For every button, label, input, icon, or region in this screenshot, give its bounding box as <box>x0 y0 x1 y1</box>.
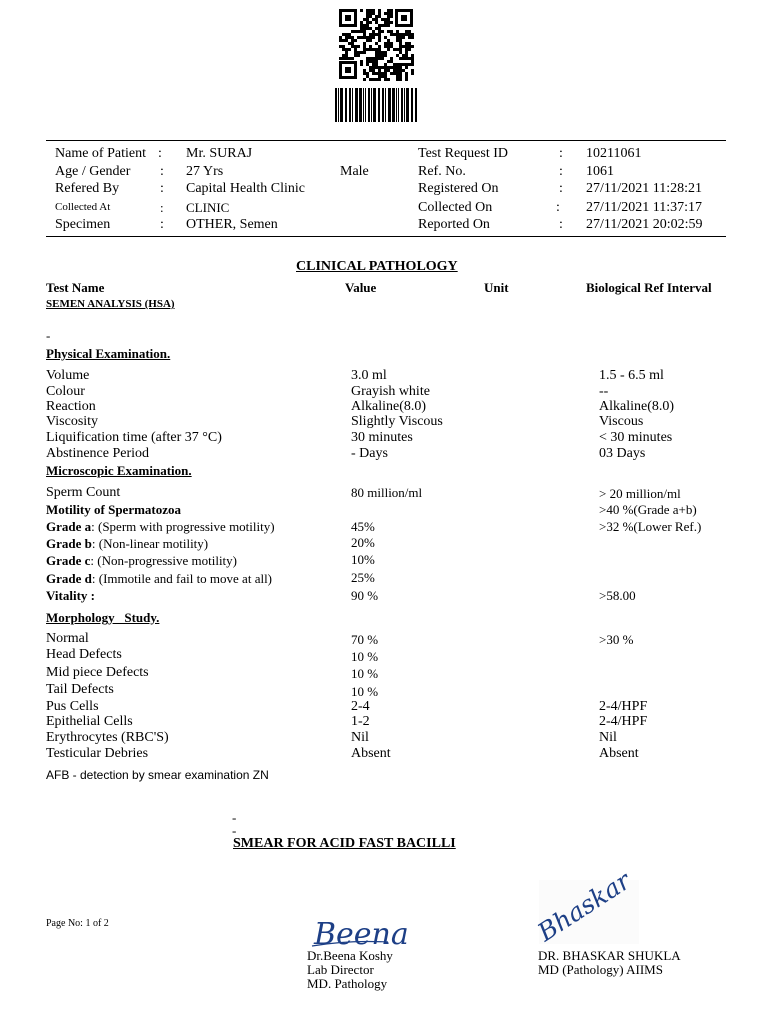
row-ref: Viscous <box>599 414 644 429</box>
age-value: 27 Yrs <box>186 164 224 179</box>
sperm-count-value: 80 million/ml <box>351 485 423 500</box>
grade-row: Grade b: (Non-linear motility) <box>46 536 209 551</box>
sig2-name: DR. BHASKAR SHUKLA <box>538 948 681 963</box>
row-value: 1-2 <box>351 714 370 729</box>
motility-name: Motility of Spermatozoa <box>46 502 182 517</box>
row-value: Nil <box>351 730 369 745</box>
signature-beena <box>308 904 409 954</box>
reported-value: 27/11/2021 20:02:59 <box>586 217 703 232</box>
vitality-name: Vitality : <box>46 588 95 603</box>
age-label: Age / Gender <box>55 164 131 179</box>
row-name: Normal <box>46 631 89 646</box>
gender-value: Male <box>340 164 369 179</box>
signature-text: Bhaskar <box>532 865 636 948</box>
row-name: Abstinence Period <box>46 446 150 461</box>
grade-value: 45% <box>351 519 375 534</box>
grade-row: Grade d: (Immotile and fail to move at all) <box>46 571 273 586</box>
dash: - <box>46 328 51 343</box>
collected-on-label: Collected On <box>418 200 493 215</box>
morphology-heading: Morphology Study. <box>46 610 160 625</box>
row-name: Viscosity <box>46 414 99 429</box>
ref-by-label: Refered By <box>55 181 120 196</box>
specimen-value: OTHER, Semen <box>186 217 278 232</box>
row-ref: 03 Days <box>599 446 646 461</box>
afb-note: AFB - detection by smear examination ZN <box>46 768 269 782</box>
grade-ref: >32 %(Lower Ref.) <box>599 519 702 534</box>
row-value: 2-4 <box>351 699 370 714</box>
signature-text: Beena <box>314 917 409 952</box>
row-name: Testicular Debries <box>46 746 149 761</box>
sig1-name: Dr.Beena Koshy <box>307 948 393 963</box>
test-title: SEMEN ANALYSIS (HSA) <box>46 298 175 310</box>
row-name: Colour <box>46 384 85 399</box>
row-name: Volume <box>46 368 90 383</box>
row-name: Pus Cells <box>46 699 99 714</box>
row-ref: 2-4/HPF <box>599 714 648 729</box>
registered-label: Registered On <box>418 181 499 196</box>
grade-value: 20% <box>351 535 375 550</box>
row-ref: -- <box>599 384 609 399</box>
dash: - <box>232 823 237 838</box>
row-ref: Nil <box>599 730 617 745</box>
row-value: - Days <box>351 446 388 461</box>
physical-heading: Physical Examination. <box>46 346 171 361</box>
colon: : <box>556 200 560 215</box>
row-ref: < 30 minutes <box>599 430 673 445</box>
row-value: 10 % <box>351 649 379 664</box>
row-name: Erythrocytes (RBC'S) <box>46 730 169 745</box>
sperm-count-name: Sperm Count <box>46 485 121 500</box>
vitality-ref: >58.00 <box>599 588 636 603</box>
motility-ref: >40 %(Grade a+b) <box>599 502 697 517</box>
signature-bhaskar <box>532 865 650 948</box>
specimen-label: Specimen <box>55 217 111 232</box>
row-name: Liquification time (after 37 °C) <box>46 430 222 445</box>
row-value: 70 % <box>351 632 379 647</box>
row-value: Grayish white <box>351 384 430 399</box>
row-ref: Absent <box>599 746 639 761</box>
collected-at-label: Collected At <box>55 201 111 213</box>
test-request-value: 10211061 <box>586 146 642 161</box>
row-value: 30 minutes <box>351 430 413 445</box>
test-request-label: Test Request ID <box>418 146 509 161</box>
row-name: Reaction <box>46 399 96 414</box>
department-title: CLINICAL PATHOLOGY <box>296 259 458 274</box>
row-name: Mid piece Defects <box>46 665 149 680</box>
vitality-value: 90 % <box>351 588 379 603</box>
registered-value: 27/11/2021 11:28:21 <box>586 181 703 196</box>
sig1-degree: MD. Pathology <box>307 976 388 991</box>
row-ref: 1.5 - 6.5 ml <box>599 368 664 383</box>
row-name: Head Defects <box>46 647 122 662</box>
grade-row: Grade c: (Non-progressive motility) <box>46 553 237 568</box>
row-value: Slightly Viscous <box>351 414 443 429</box>
col-value: Value <box>345 280 377 295</box>
col-ref-interval: Biological Ref Interval <box>586 280 712 295</box>
colon: : <box>559 181 563 196</box>
sig2-role: MD (Pathology) AIIMS <box>538 962 663 977</box>
colon: : <box>559 146 563 161</box>
microscopic-heading: Microscopic Examination. <box>46 463 192 478</box>
row-value: 10 % <box>351 666 379 681</box>
dash: - <box>232 810 237 825</box>
colon: : <box>160 181 164 196</box>
ref-no-label: Ref. No. <box>418 164 466 179</box>
grade-row: Grade a: (Sperm with progressive motility) <box>46 519 275 534</box>
row-value: 3.0 ml <box>351 368 387 383</box>
row-value: 10 % <box>351 684 379 699</box>
colon: : <box>160 200 164 215</box>
collected-on-value: 27/11/2021 11:37:17 <box>586 200 703 215</box>
smear-heading: SMEAR FOR ACID FAST BACILLI <box>233 836 456 851</box>
sperm-count-ref: > 20 million/ml <box>599 486 681 501</box>
colon: : <box>559 164 563 179</box>
qr-code <box>339 9 413 79</box>
col-test-name: Test Name <box>46 280 105 295</box>
colon: : <box>160 217 164 232</box>
row-ref: >30 % <box>599 632 634 647</box>
page-number: Page No: 1 of 2 <box>46 918 109 929</box>
colon: : <box>158 146 162 161</box>
name-value: Mr. SURAJ <box>186 146 253 161</box>
reported-label: Reported On <box>418 217 490 232</box>
grade-value: 25% <box>351 570 375 585</box>
row-ref: Alkaline(8.0) <box>599 399 675 414</box>
row-name: Epithelial Cells <box>46 714 133 729</box>
row-value: Absent <box>351 746 391 761</box>
row-name: Tail Defects <box>46 682 114 697</box>
grade-value: 10% <box>351 552 375 567</box>
row-value: Alkaline(8.0) <box>351 399 427 414</box>
ref-by-value: Capital Health Clinic <box>186 181 305 196</box>
collected-at-value: CLINIC <box>186 200 230 215</box>
ref-no-value: 1061 <box>586 164 614 179</box>
colon: : <box>559 217 563 232</box>
row-ref: 2-4/HPF <box>599 699 648 714</box>
barcode <box>334 88 418 122</box>
sig1-role: Lab Director <box>307 962 374 977</box>
name-label: Name of Patient <box>55 146 146 161</box>
col-unit: Unit <box>484 280 509 295</box>
colon: : <box>160 164 164 179</box>
